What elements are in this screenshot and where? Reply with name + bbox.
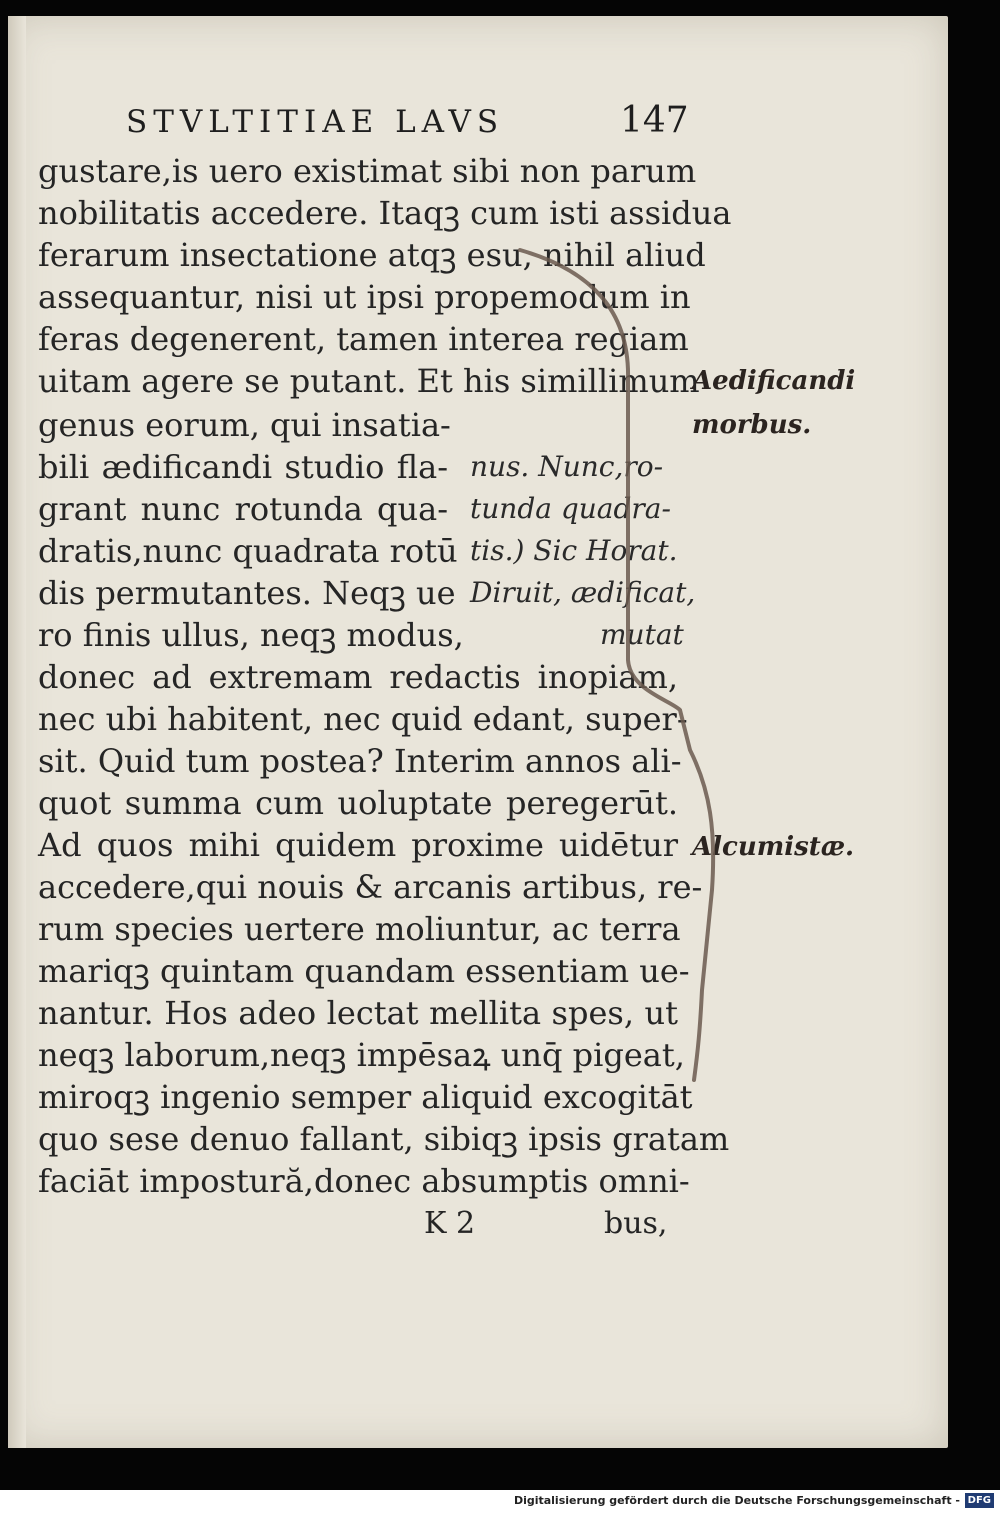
page-number: 147 bbox=[620, 100, 689, 141]
margin-note: morbus. bbox=[692, 410, 812, 440]
signature-mark: K 2 bbox=[424, 1206, 476, 1241]
text-line: dratis,nunc quadrata rotū bbox=[38, 532, 458, 570]
text-line: mariqꝫ quintam quandam essentiam ue- bbox=[38, 952, 690, 990]
footer-credit: Digitalisierung gefördert durch die Deutsche Forschungsgemeinschaft - bbox=[513, 1494, 960, 1507]
running-head: STVLTITIAE LAVS bbox=[126, 104, 505, 140]
text-line: nobilitatis accedere. Itaqꝫ cum isti assidua bbox=[38, 194, 732, 232]
text-line: ro finis ullus, neqꝫ modus, bbox=[38, 616, 464, 654]
dfg-logo: DFG bbox=[965, 1493, 994, 1508]
text-line: faciāt impostură,donec absumptis omni- bbox=[38, 1162, 690, 1200]
text-line: rum species uertere moliuntur, ac terra bbox=[38, 910, 681, 948]
digitization-footer bbox=[0, 1490, 1000, 1513]
inline-note-line: Diruit, ædificat, bbox=[470, 576, 696, 609]
text-line: ferarum insectatione atqꝫ esu, nihil aliud bbox=[38, 236, 706, 274]
text-line: miroqꝫ ingenio semper aliquid excogitāt bbox=[38, 1078, 693, 1116]
text-line: sit. Quid tum postea? Interim annos ali- bbox=[38, 742, 682, 780]
page-gutter bbox=[8, 16, 26, 1448]
text-line: grant nunc rotunda qua- bbox=[38, 490, 448, 528]
ink-bracket-mark bbox=[480, 230, 740, 1130]
text-line: gustare,is uero existimat sibi non parum bbox=[38, 152, 697, 190]
text-line: dis permutantes. Neqꝫ ue bbox=[38, 574, 456, 612]
inline-note-line: tis.) Sic Horat. bbox=[470, 534, 678, 567]
margin-note: Aedificandi bbox=[692, 366, 856, 396]
text-line: donec ad extremam redactis inopiam, bbox=[38, 658, 678, 696]
text-line: nantur. Hos adeo lectat mellita spes, ut bbox=[38, 994, 678, 1032]
text-line: feras degenerent, tamen interea regiam bbox=[38, 320, 689, 358]
inline-note-line: tunda quadra- bbox=[470, 492, 671, 525]
text-line: bili ædificandi studio fla- bbox=[38, 448, 448, 486]
catchword: bus, bbox=[604, 1206, 668, 1241]
text-line: quot summa cum uoluptate peregerūt. bbox=[38, 784, 678, 822]
text-line: quo sese denuo fallant, sibiqꝫ ipsis gratam bbox=[38, 1120, 730, 1158]
inline-note-line: mutat bbox=[600, 618, 684, 651]
margin-note: Alcumistæ. bbox=[692, 832, 855, 862]
text-line: assequantur, nisi ut ipsi propemodum in bbox=[38, 278, 691, 316]
text-line: nec ubi habitent, nec quid edant, super- bbox=[38, 700, 688, 738]
text-line: neqꝫ laborum,neqꝫ impēsaꝝ unq̄ pigeat, bbox=[38, 1036, 685, 1074]
text-line: uitam agere se putant. Et his simillimum bbox=[38, 362, 700, 400]
text-line: genus eorum, qui insatia- bbox=[38, 406, 451, 444]
text-line: Ad quos mihi quidem proxime uidētur bbox=[38, 826, 678, 864]
text-line: accedere,qui nouis & arcanis artibus, re- bbox=[38, 868, 703, 906]
inline-note-line: nus. Nunc,ro- bbox=[470, 450, 664, 483]
